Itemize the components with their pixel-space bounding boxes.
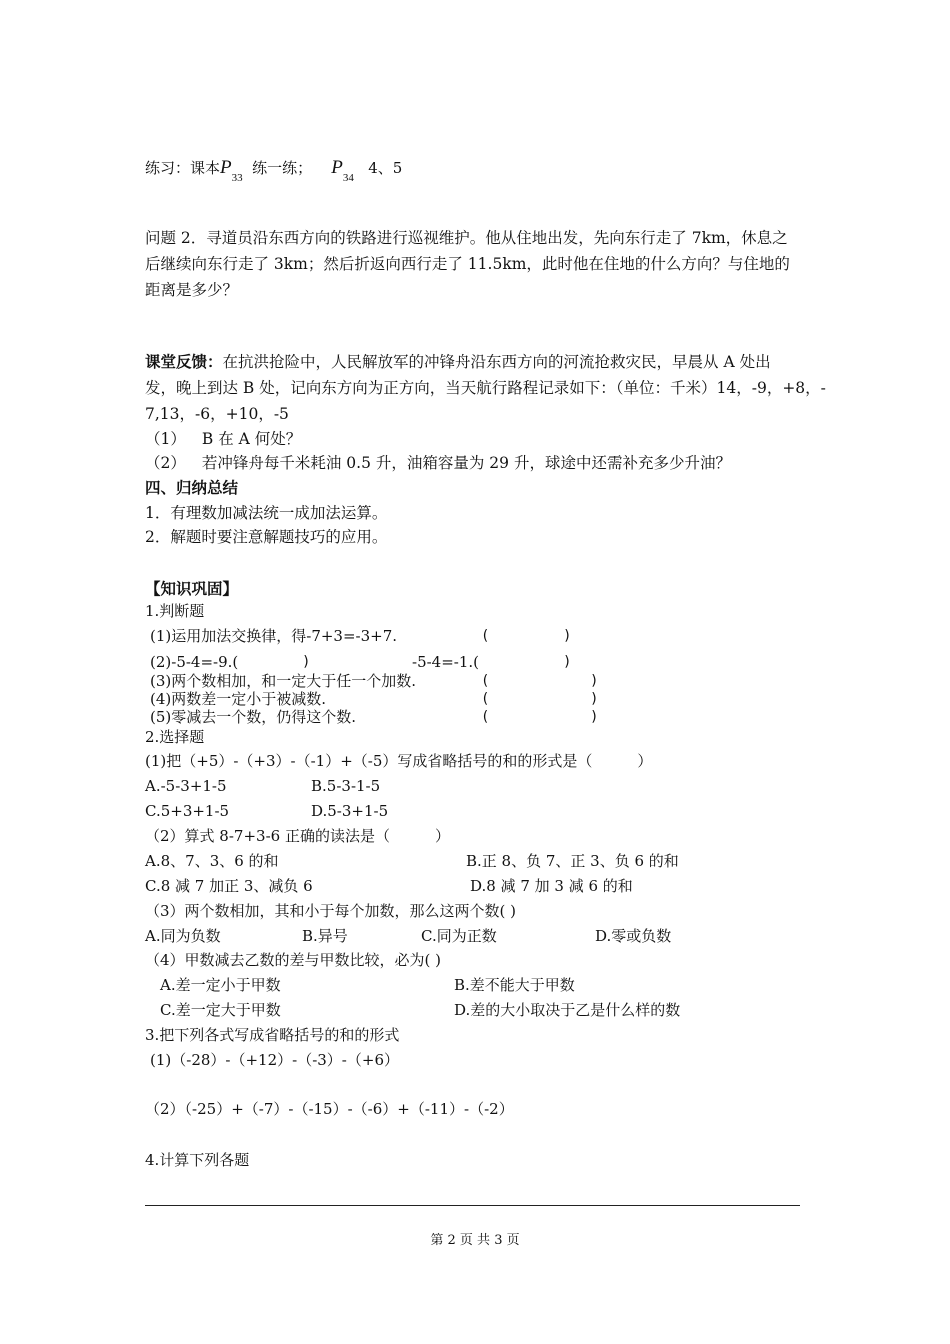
- choice-q2-option-a: A.8、7、3、6 的和: [145, 852, 279, 870]
- summary-item-2: 2．解题时要注意解题技巧的应用。: [145, 528, 388, 546]
- choice-q3-option-c: C.同为正数: [421, 927, 497, 945]
- choice-q1-option-a: A.-5-3+1-5: [145, 777, 227, 795]
- choice-q2-option-c: C.8 减 7 加正 3、减负 6: [145, 877, 313, 895]
- choice-q3-option-b: B.异号: [302, 927, 348, 945]
- judge-item-3: (3)两个数相加，和一定大于任一个加数.: [150, 672, 417, 690]
- choice-q1-option-d: D.5-3+1-5: [311, 802, 389, 820]
- problem-2-line-3: 距离是多少？: [145, 281, 239, 299]
- rewrite-heading: 3.把下列各式写成省略括号的和的形式: [145, 1026, 400, 1044]
- judge-paren-open-5: (: [481, 709, 490, 725]
- choice-q4-option-d: D.差的大小取决于乙是什么样的数: [454, 1001, 681, 1019]
- feedback-question-2: （2） 若冲锋舟每千米耗油 0.5 升，油箱容量为 29 升，球途中还需补充多少升油？: [145, 454, 731, 472]
- choice-q4-option-c: C.差一定大于甲数: [160, 1001, 281, 1019]
- judge-heading: 1.判断题: [145, 602, 205, 620]
- feedback-title: 课堂反馈：: [145, 352, 223, 371]
- textbook-page-ref-2: $P_{34}$: [331, 157, 354, 184]
- compute-heading: 4.计算下列各题: [145, 1151, 250, 1169]
- footer-divider: [145, 1205, 800, 1206]
- problem-2-line-2: 后继续向东行走了 3km；然后折返向西行走了 11.5km，此时他在住地的什么方向？与住地的: [145, 255, 790, 273]
- judge-paren-open-1: (: [481, 628, 490, 644]
- page-number: 第 2 页 共 3 页: [430, 1233, 520, 1248]
- judge-paren-close-1: ): [563, 628, 572, 644]
- feedback-line-3: 7,13，-6，+10，-5: [145, 405, 289, 423]
- choice-q3: （3）两个数相加，其和小于每个加数，那么这两个数( ): [145, 902, 517, 920]
- choice-q2-option-b: B.正 8、负 7、正 3、负 6 的和: [466, 852, 679, 870]
- judge-item-2a: (2)-5-4=-9.(: [150, 653, 239, 671]
- choice-heading: 2.选择题: [145, 728, 205, 746]
- judge-paren-open-3: (: [481, 673, 490, 689]
- consolidation-title: 【知识巩固】: [145, 579, 239, 598]
- choice-q3-option-d: D.零或负数: [595, 927, 672, 945]
- feedback-question-1: （1） B 在 A 何处？: [145, 430, 302, 448]
- choice-q1-option-c: C.5+3+1-5: [145, 802, 230, 820]
- problem-2-line-1: 问题 2．寻道员沿东西方向的铁路进行巡视维护。他从住地出发，先向东行走了 7km，休息之: [145, 229, 788, 247]
- practice-line: 练习：课本$P_{33}$ 练一练； $P_{34}$ 4、5: [145, 157, 403, 184]
- judge-paren-close-3: ): [590, 673, 599, 689]
- choice-q1: (1)把（+5）-（+3）-（-1）+（-5）写成省略括号的和的形式是（ ）: [145, 752, 653, 770]
- judge-item-2c: -5-4=-1.(: [412, 653, 480, 671]
- judge-item-4: (4)两数差一定小于被减数.: [150, 690, 327, 708]
- judge-item-2b: ): [302, 654, 311, 670]
- summary-item-1: 1．有理数加减法统一成加法运算。: [145, 504, 388, 522]
- judge-paren-close-5: ): [590, 709, 599, 725]
- textbook-page-ref-1: $P_{33}$: [220, 157, 243, 184]
- judge-paren-open-4: (: [481, 691, 490, 707]
- choice-q4-option-b: B.差不能大于甲数: [454, 976, 575, 994]
- choice-q4-option-a: A.差一定小于甲数: [160, 976, 281, 994]
- summary-title: 四、归纳总结: [145, 478, 239, 497]
- judge-paren-close-4: ): [590, 691, 599, 707]
- feedback-line-1: 课堂反馈：在抗洪抢险中，人民解放军的冲锋舟沿东西方向的河流抢救灾民，早晨从 A 处出: [145, 352, 771, 371]
- choice-q2: （2）算式 8-7+3-6 正确的读法是（ ）: [145, 827, 450, 845]
- choice-q3-option-a: A.同为负数: [145, 927, 221, 945]
- judge-item-1: (1)运用加法交换律，得-7+3=-3+7.: [150, 627, 398, 645]
- choice-q2-option-d: D.8 减 7 加 3 减 6 的和: [470, 877, 633, 895]
- judge-item-5: (5)零减去一个数，仍得这个数.: [150, 708, 357, 726]
- choice-q4: （4）甲数减去乙数的差与甲数比较，必为( ): [145, 951, 442, 969]
- choice-q1-option-b: B.5-3-1-5: [311, 777, 381, 795]
- rewrite-expression-1: (1)（-28）-（+12）-（-3）-（+6）: [150, 1051, 399, 1069]
- judge-paren-close-2: ): [563, 654, 572, 670]
- feedback-line-2: 发，晚上到达 B 处，记向东方向为正方向，当天航行路程记录如下：（单位：千米）14，-9，+8，-: [145, 379, 826, 397]
- rewrite-expression-2: （2）（-25）+（-7）-（-15）-（-6）+（-11）-（-2）: [145, 1100, 514, 1118]
